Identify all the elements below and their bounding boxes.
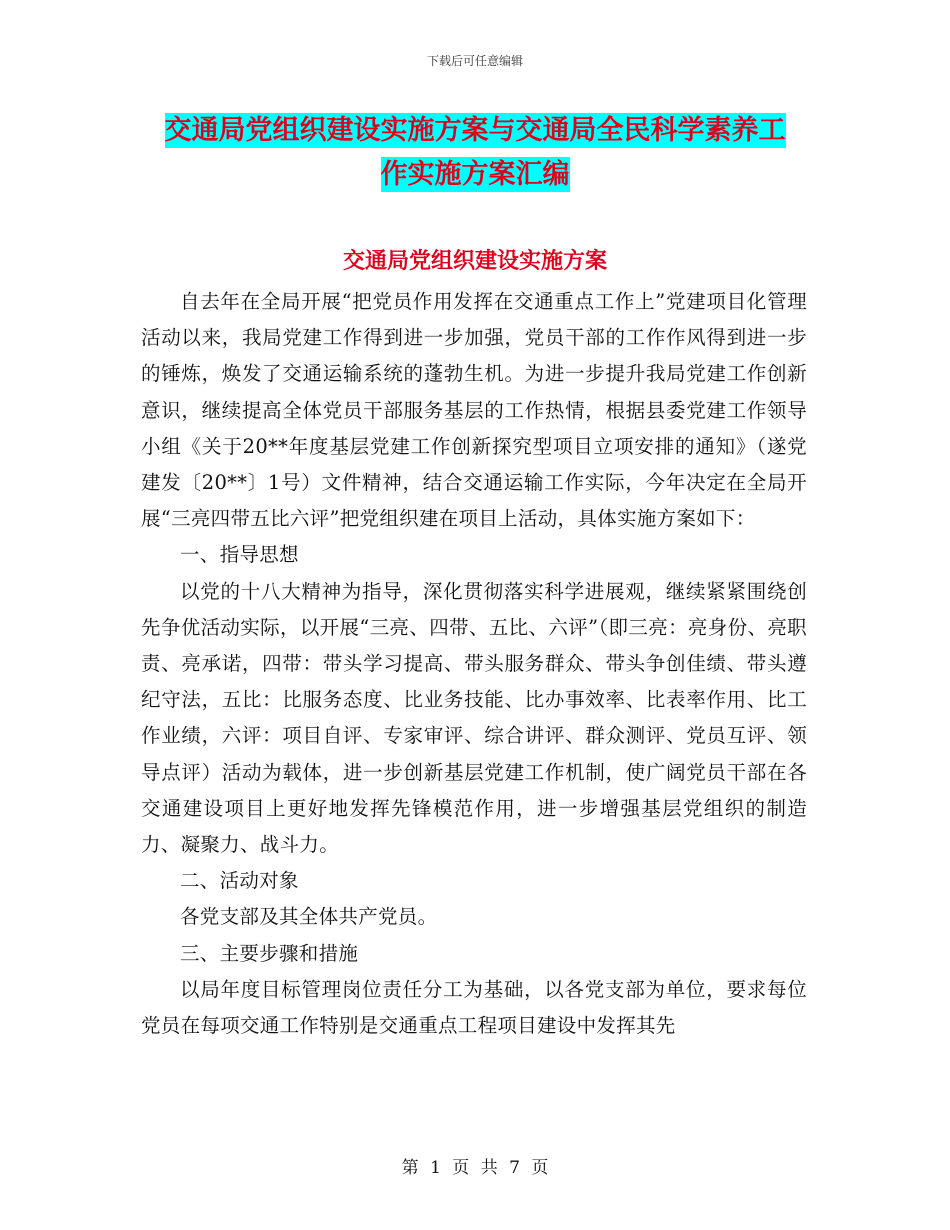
- header-note: 下载后可任意编辑: [426, 54, 523, 68]
- heading-activity-target: 二、活动对象: [180, 869, 299, 893]
- document-title-line1: 交通局党组织建设实施方案与交通局全民科学素养工: [164, 115, 786, 146]
- paragraph-intro: 自去年在全局开展“把党员作用发挥在交通重点工作上”党建项目化管理活动以来，我局党建工作得到进一步加强，党员干部的工作作风得到进一步的锤炼，焕发了交通运输系统的蓬勃生机。为进一步提升我局党建工作创新意识，继续提高全体党员干部服务基层的工作热情，根据县委党建工作领导小组《关于20**年度基层党建工作创新探究型项目立项安排的通知》（遂党建发〔20**〕1号）文件精神，结合交通运输工作实际，今年决定在全局开展“三亮四带五比六评”把党组织建在项目上活动，具体实施方案如下：: [141, 290, 807, 531]
- section-title: 交通局党组织建设实施方案: [342, 248, 607, 274]
- paragraph-guiding-ideology: 以党的十八大精神为指导，深化贯彻落实科学进展观，继续紧紧围绕创先争优活动实际，以开展“三亮、四带、五比、六评”（即三亮：亮身份、亮职责、亮承诺，四带：带头学习提高、带头服务群众、带头争创佳绩、带头遵纪守法，五比：比服务态度、比业务技能、比办事效率、比表率作用、比工作业绩，六评：项目自评、专家审评、综合讲评、群众测评、党员互评、领导点评）活动为载体，进一步创新基层党建工作机制，使广阔党员干部在各交通建设项目上更好地发挥先锋模范作用，进一步增强基层党组织的制造力、凝聚力、战斗力。: [141, 579, 807, 857]
- page-footer: 第 1 页 共 7 页: [401, 1158, 549, 1178]
- heading-guiding-ideology: 一、指导思想: [180, 543, 299, 567]
- paragraph-main-steps: 以局年度目标管理岗位责任分工为基础，以各党支部为单位，要求每位党员在每项交通工作特别是交通重点工程项目建设中发挥其先: [141, 977, 807, 1038]
- document-body: [141, 284, 807, 1044]
- paragraph-activity-target: 各党支部及其全体共产党员。: [180, 905, 438, 929]
- heading-main-steps: 三、主要步骤和措施: [180, 941, 359, 965]
- document-title-line2: 作实施方案汇编: [380, 159, 570, 190]
